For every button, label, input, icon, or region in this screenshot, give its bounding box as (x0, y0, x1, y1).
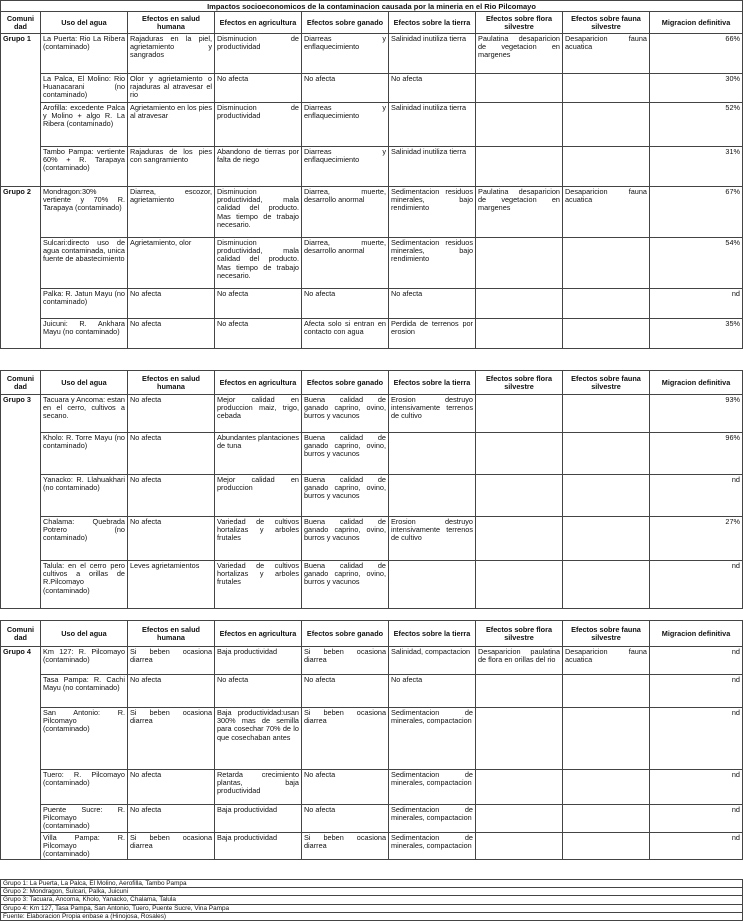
cell-flora (476, 395, 563, 433)
table-row (1, 832, 743, 860)
cell-tierra: Sedimentacion residuos minerales, bajo rendimiento (389, 238, 476, 289)
table-sheet-3 (0, 620, 743, 875)
header-fauna: Efectos sobre fauna silvestre (563, 12, 650, 34)
cell-migracion: 96% (650, 433, 743, 475)
header-salud: Efectos en salud humana (128, 621, 215, 647)
cell-migracion: nd (650, 805, 743, 833)
cell-migracion: nd (650, 832, 743, 860)
header-tierra: Efectos sobre la tierra (389, 371, 476, 395)
table-row (1, 319, 743, 349)
cell-tierra: Salinidad inutiliza tierra (389, 103, 476, 147)
table-row (1, 675, 743, 708)
cell-uso: Km 127: R. Pilcomayo (contaminado) (41, 647, 128, 675)
cell-migracion: nd (650, 561, 743, 609)
cell-tierra: No afecta (389, 675, 476, 708)
cell-migracion: nd (650, 647, 743, 675)
cell-fauna (563, 395, 650, 433)
table-row (1, 103, 743, 147)
header-flora: Efectos sobre flora silvestre (476, 371, 563, 395)
cell-migracion: nd (650, 708, 743, 770)
cell-ganado: Diarreas y enflaquecimiento (302, 34, 389, 74)
table-row (1, 74, 743, 103)
cell-salud: No afecta (128, 395, 215, 433)
cell-flora (476, 74, 563, 103)
cell-ganado: Buena calidad de ganado caprino, ovino, burros y vacunos (302, 395, 389, 433)
cell-tierra: Sedimentacion de minerales, compactacion (389, 832, 476, 860)
header-agricultura: Efectos en agricultura (215, 12, 302, 34)
cell-migracion: nd (650, 289, 743, 319)
cell-tierra: Erosion destruyo intensivamente terrenos de cultivo (389, 517, 476, 561)
cell-uso: Villa Pampa: R. Pilcomayo (contaminado) (41, 832, 128, 860)
table-row (1, 289, 743, 319)
cell-agricultura: Disminucion de productividad (215, 103, 302, 147)
header-comunidad: Comuni dad (1, 12, 41, 34)
cell-uso: Chalama: Quebrada Potrero (no contaminado) (41, 517, 128, 561)
header-agricultura: Efectos en agricultura (215, 371, 302, 395)
cell-fauna (563, 517, 650, 561)
cell-flora (476, 770, 563, 805)
cell-flora (476, 832, 563, 860)
table-row (1, 561, 743, 609)
table-sheet-1 (0, 0, 743, 364)
header-agricultura: Efectos en agricultura (215, 621, 302, 647)
cell-tierra: No afecta (389, 74, 476, 103)
table-row (1, 770, 743, 805)
cell-agricultura: No afecta (215, 74, 302, 103)
footnote-grupo-3: Grupo 3: Tacuara, Ancoma, Kholo, Yanacko, Chalama, Talula (0, 896, 743, 904)
cell-fauna (563, 805, 650, 833)
cell-agricultura: Disminucion productividad, mala calidad del producto. Mas tiempo de trabajo necesario. (215, 238, 302, 289)
cell-flora: Paulatina desaparicion de vegetacion en margenes (476, 187, 563, 238)
cell-agricultura: Baja productividad (215, 805, 302, 833)
cell-fauna (563, 675, 650, 708)
impact-table-part-2 (0, 370, 743, 609)
cell-fauna (563, 475, 650, 517)
impact-table-part-3 (0, 620, 743, 860)
cell-salud: No afecta (128, 289, 215, 319)
cell-agricultura: Abandono de tierras por falta de riego (215, 147, 302, 187)
table-row (1, 34, 743, 74)
cell-ganado: Diarrea, muerte, desarrollo anormal (302, 238, 389, 289)
cell-flora: Desaparicion paulatina de flora en orillas del rio (476, 647, 563, 675)
cell-fauna (563, 289, 650, 319)
cell-salud: No afecta (128, 805, 215, 833)
cell-tierra: Salinidad inutiliza tierra (389, 147, 476, 187)
cell-agricultura: Variedad de cultivos hortalizas y arboles frutales (215, 517, 302, 561)
cell-migracion: 27% (650, 517, 743, 561)
cell-salud: No afecta (128, 770, 215, 805)
cell-uso: Juicuni: R. Ankhara Mayu (no contaminado) (41, 319, 128, 349)
header-comunidad: Comuni dad (1, 371, 41, 395)
cell-ganado: Buena calidad de ganado caprino, ovino, burros y vacunos (302, 517, 389, 561)
cell-agricultura: No afecta (215, 675, 302, 708)
cell-ganado: Si beben ocasiona diarrea (302, 832, 389, 860)
cell-migracion: 30% (650, 74, 743, 103)
cell-ganado: No afecta (302, 770, 389, 805)
cell-ganado: No afecta (302, 805, 389, 833)
group-label: Grupo 4 (1, 647, 41, 860)
table-row (1, 395, 743, 433)
cell-salud: Agrietamiento en los pies al atravesar (128, 103, 215, 147)
cell-ganado: Diarreas y enflaquecimiento (302, 147, 389, 187)
cell-uso: Tuero: R. Pilcomayo (contaminado) (41, 770, 128, 805)
table-row (1, 805, 743, 833)
cell-tierra: Sedimentacion de minerales, compactacion (389, 805, 476, 833)
cell-uso: Kholo: R. Torre Mayu (no contaminado) (41, 433, 128, 475)
cell-uso: La Palca, El Molino: Rio Huanacarani (no contaminado) (41, 74, 128, 103)
table-row (1, 147, 743, 187)
cell-salud: Rajaduras en la piel, agrietamiento y sangrados (128, 34, 215, 74)
cell-flora (476, 289, 563, 319)
cell-salud: Rajaduras de los pies con sangramiento (128, 147, 215, 187)
cell-ganado: No afecta (302, 74, 389, 103)
cell-uso: Arofilla: excedente Palca y Molino + algo R. La Ribera (contaminado) (41, 103, 128, 147)
cell-fauna (563, 103, 650, 147)
cell-migracion: nd (650, 675, 743, 708)
table-row (1, 708, 743, 770)
cell-flora (476, 433, 563, 475)
header-uso: Uso del agua (41, 621, 128, 647)
cell-uso: Tacuara y Ancoma: estan en el cerro, cultivos a secano. (41, 395, 128, 433)
header-flora: Efectos sobre flora silvestre (476, 12, 563, 34)
cell-agricultura: Baja productividad:usan 300% mas de semilla para cosechar 70% de lo que cosechaban antes (215, 708, 302, 770)
cell-fauna (563, 561, 650, 609)
cell-agricultura: Mejor calidad en produccion maiz, trigo, cebada (215, 395, 302, 433)
header-row (1, 621, 743, 647)
cell-flora: Paulatina desaparicion de vegetacion en margenes (476, 34, 563, 74)
header-tierra: Efectos sobre la tierra (389, 621, 476, 647)
table-title: Impactos socioeconomicos de la contaminacion causada por la mineria en el Rio Pilcomayo (0, 0, 743, 11)
header-ganado: Efectos sobre ganado (302, 371, 389, 395)
cell-salud: Si beben ocasiona diarrea (128, 832, 215, 860)
header-tierra: Efectos sobre la tierra (389, 12, 476, 34)
footnote-grupo-2: Grupo 2: Mondragon, Sulcari, Palka, Juicuni (0, 888, 743, 896)
cell-salud: Si beben ocasiona diarrea (128, 708, 215, 770)
cell-flora (476, 561, 563, 609)
header-flora: Efectos sobre flora silvestre (476, 621, 563, 647)
cell-migracion: 54% (650, 238, 743, 289)
cell-ganado: Diarrea, muerte, desarrollo anormal (302, 187, 389, 238)
cell-uso: Puente Sucre: R. Pilcomayo (contaminado) (41, 805, 128, 833)
footnote-source: Fuente: Elaboracion Propia enbase a (Hinojosa, Rosales) (0, 913, 743, 921)
cell-ganado: No afecta (302, 289, 389, 319)
cell-salud: Olor y agrietamiento o rajaduras al atravesar el rio (128, 74, 215, 103)
cell-uso: Tambo Pampa: vertiente 60% + R. Tarapaya (contaminado) (41, 147, 128, 187)
cell-uso: Mondragon:30% vertiente y 70% R. Tarapaya (contaminado) (41, 187, 128, 238)
cell-flora (476, 708, 563, 770)
cell-flora (476, 517, 563, 561)
cell-fauna: Desaparicion fauna acuatica (563, 187, 650, 238)
cell-fauna: Desaparicion fauna acuatica (563, 647, 650, 675)
cell-tierra: Salinidad inutiliza tierra (389, 34, 476, 74)
cell-ganado: Buena calidad de ganado caprino, ovino, burros y vacunos (302, 561, 389, 609)
cell-salud: No afecta (128, 475, 215, 517)
cell-ganado: Diarreas y enflaquecimiento (302, 103, 389, 147)
cell-migracion: nd (650, 475, 743, 517)
header-comunidad: Comuni dad (1, 621, 41, 647)
footnote-grupo-4: Grupo 4: Km 127, Tasa Pampa, San Antonio, Tuero, Puente Sucre, Vina Pampa (0, 905, 743, 913)
impact-table-part-1 (0, 11, 743, 349)
header-fauna: Efectos sobre fauna silvestre (563, 371, 650, 395)
cell-migracion: 93% (650, 395, 743, 433)
cell-ganado: Si beben ocasiona diarrea (302, 647, 389, 675)
cell-agricultura: Mejor calidad en produccion (215, 475, 302, 517)
header-row (1, 12, 743, 34)
cell-salud: Agrietamiento, olor (128, 238, 215, 289)
table-row (1, 238, 743, 289)
header-uso: Uso del agua (41, 371, 128, 395)
cell-uso: Palka: R. Jatun Mayu (no contaminado) (41, 289, 128, 319)
cell-flora (476, 319, 563, 349)
header-fauna: Efectos sobre fauna silvestre (563, 621, 650, 647)
cell-fauna (563, 147, 650, 187)
cell-agricultura: Retarda crecimiento plantas, baja productividad (215, 770, 302, 805)
cell-fauna (563, 832, 650, 860)
cell-flora (476, 475, 563, 517)
table-sheet-2 (0, 370, 743, 610)
group-label: Grupo 2 (1, 187, 41, 349)
cell-salud: No afecta (128, 517, 215, 561)
cell-migracion: 52% (650, 103, 743, 147)
cell-tierra: Sedimentacion residuos minerales, bajo rendimiento (389, 187, 476, 238)
table-row (1, 433, 743, 475)
cell-salud: No afecta (128, 433, 215, 475)
header-uso: Uso del agua (41, 12, 128, 34)
cell-tierra: Sedimentacion de minerales, compactacion (389, 708, 476, 770)
cell-flora (476, 238, 563, 289)
cell-ganado: Buena calidad de ganado caprino, ovino, burros y vacunos (302, 475, 389, 517)
cell-tierra: Perdida de terrenos por erosion (389, 319, 476, 349)
cell-salud: Leves agrietamientos (128, 561, 215, 609)
cell-fauna (563, 319, 650, 349)
cell-tierra: No afecta (389, 289, 476, 319)
cell-ganado: Buena calidad de ganado caprino, ovino, burros y vacunos (302, 433, 389, 475)
cell-agricultura: Baja productividad (215, 832, 302, 860)
cell-flora (476, 103, 563, 147)
header-migracion: Migracion definitiva (650, 12, 743, 34)
cell-uso: Yanacko: R. Llahuakhari (no contaminado) (41, 475, 128, 517)
header-row (1, 371, 743, 395)
cell-fauna (563, 238, 650, 289)
cell-salud: No afecta (128, 319, 215, 349)
group-label: Grupo 3 (1, 395, 41, 609)
cell-uso: San Antonio: R. Pilcomayo (contaminado) (41, 708, 128, 770)
cell-flora (476, 805, 563, 833)
cell-fauna (563, 74, 650, 103)
table-row (1, 475, 743, 517)
header-ganado: Efectos sobre ganado (302, 621, 389, 647)
cell-tierra: Salinidad, compactacion (389, 647, 476, 675)
cell-ganado: Si beben ocasiona diarrea (302, 708, 389, 770)
footnote-grupo-1: Grupo 1: La Puerta, La Palca, El Molino, Aerofilla, Tambo Pampa (0, 879, 743, 888)
cell-tierra: Erosion destruyo intensivamente terrenos de cultivo (389, 395, 476, 433)
cell-tierra (389, 433, 476, 475)
cell-fauna (563, 433, 650, 475)
cell-agricultura: Baja productividad (215, 647, 302, 675)
cell-agricultura: Disminucion de productividad (215, 34, 302, 74)
cell-tierra (389, 561, 476, 609)
cell-agricultura: Abundantes plantaciones de tuna (215, 433, 302, 475)
cell-flora (476, 147, 563, 187)
cell-migracion: 67% (650, 187, 743, 238)
cell-salud: Diarrea, escozor, agrietamiento (128, 187, 215, 238)
cell-fauna: Desaparicion fauna acuatica (563, 34, 650, 74)
table-row (1, 187, 743, 238)
cell-fauna (563, 708, 650, 770)
header-salud: Efectos en salud humana (128, 12, 215, 34)
header-salud: Efectos en salud humana (128, 371, 215, 395)
header-migracion: Migracion definitiva (650, 371, 743, 395)
cell-agricultura: Disminucion productividad, mala calidad del producto. Mas tiempo de trabajo necesario. (215, 187, 302, 238)
cell-tierra: Sedimentacion de minerales, compactacion (389, 770, 476, 805)
cell-migracion: 66% (650, 34, 743, 74)
cell-agricultura: Variedad de cultivos hortalizas y arboles frutales (215, 561, 302, 609)
table-row (1, 647, 743, 675)
cell-migracion: nd (650, 770, 743, 805)
cell-uso: La Puerta: Rio La Ribera (contaminado) (41, 34, 128, 74)
cell-ganado: Afecta solo si entran en contacto con agua (302, 319, 389, 349)
cell-uso: Tasa Pampa: R. Cachi Mayu (no contaminado) (41, 675, 128, 708)
cell-fauna (563, 770, 650, 805)
group-label: Grupo 1 (1, 34, 41, 187)
table-row (1, 517, 743, 561)
cell-tierra (389, 475, 476, 517)
header-migracion: Migracion definitiva (650, 621, 743, 647)
cell-ganado: No afecta (302, 675, 389, 708)
cell-uso: Talula: en el cerro pero cultivos a orillas de R.Pilcomayo (contaminado) (41, 561, 128, 609)
cell-salud: No afecta (128, 675, 215, 708)
cell-uso: Sulcari:directo uso de agua contaminada, unica fuente de abastecimiento (41, 238, 128, 289)
cell-migracion: 31% (650, 147, 743, 187)
cell-migracion: 35% (650, 319, 743, 349)
cell-agricultura: No afecta (215, 319, 302, 349)
cell-salud: Si beben ocasiona diarrea (128, 647, 215, 675)
cell-flora (476, 675, 563, 708)
cell-agricultura: No afecta (215, 289, 302, 319)
header-ganado: Efectos sobre ganado (302, 12, 389, 34)
